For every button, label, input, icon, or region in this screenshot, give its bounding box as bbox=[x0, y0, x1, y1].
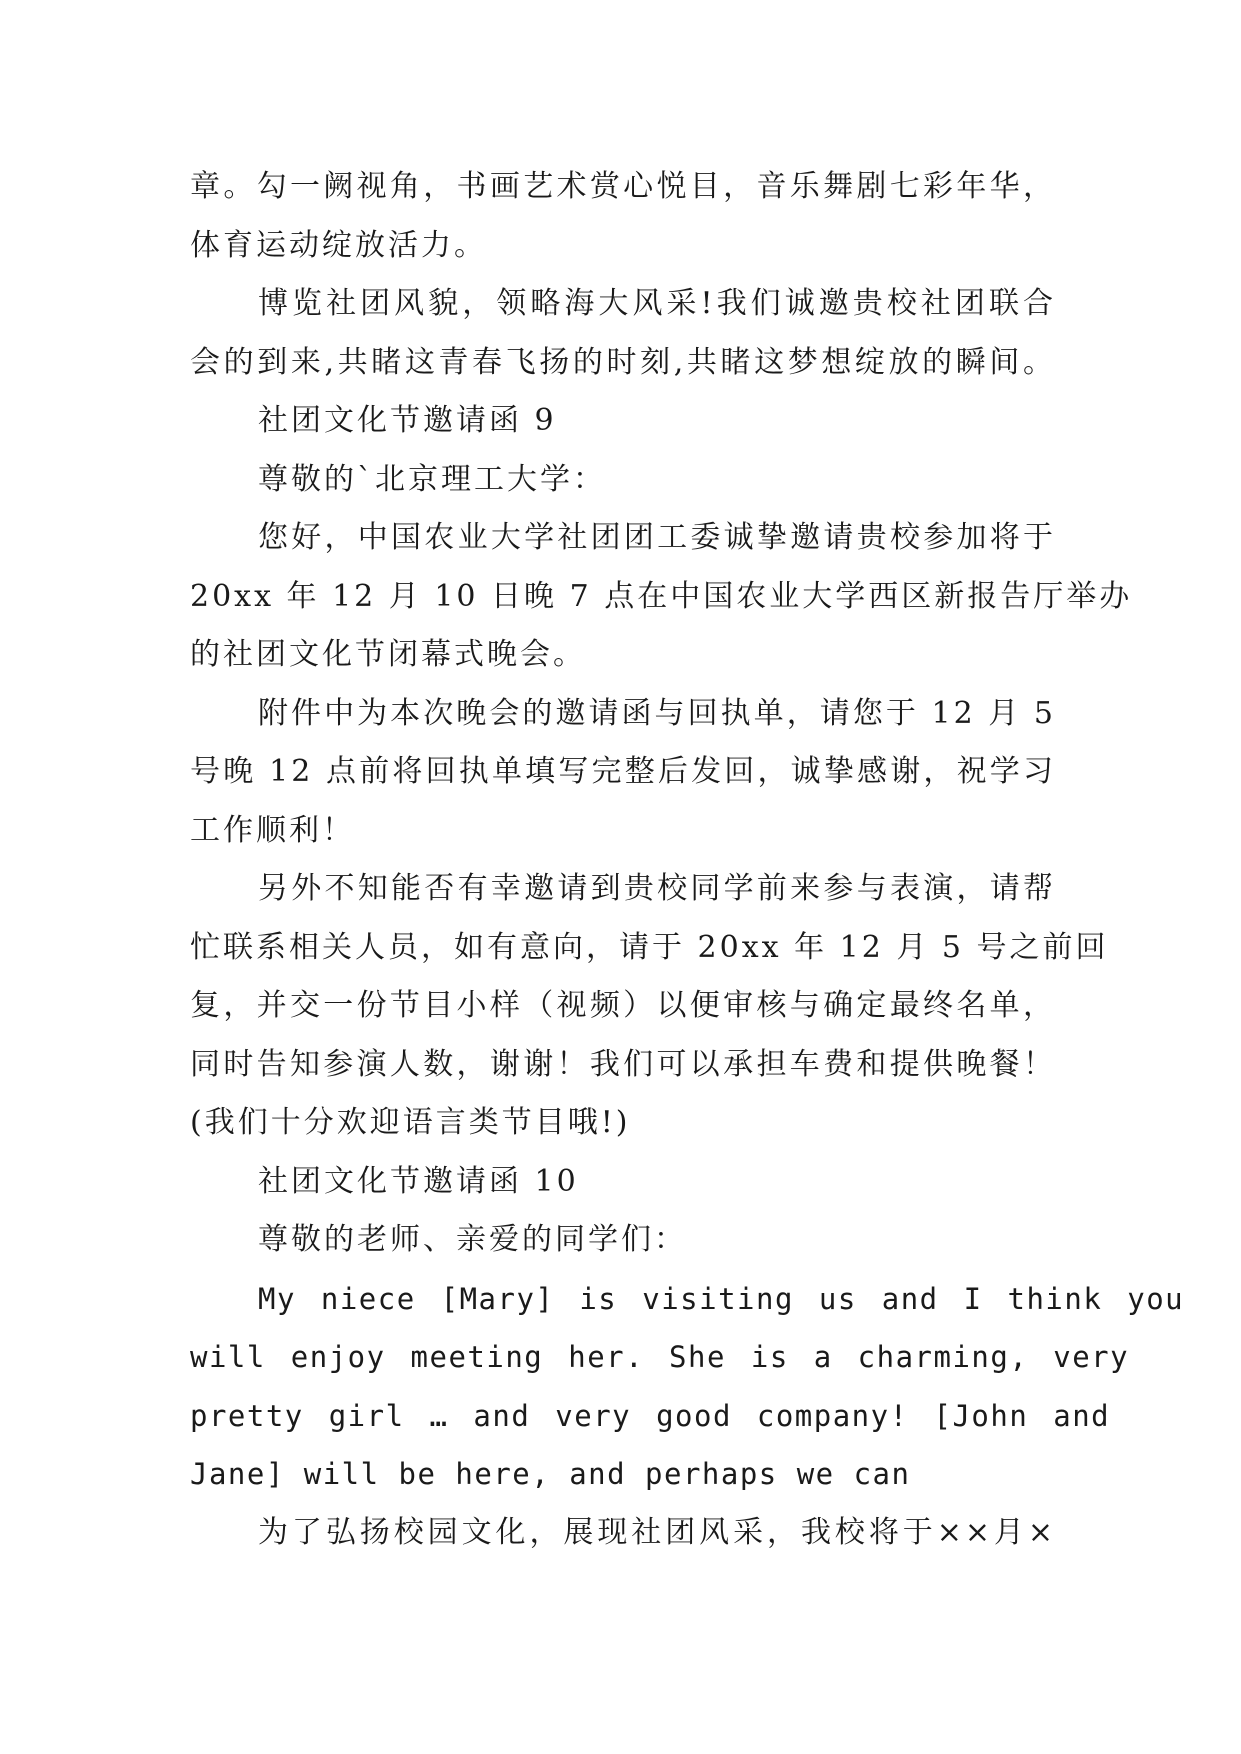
text-line: 工作顺利！ bbox=[190, 812, 355, 848]
text-line: 号晚 12 点前将回执单填写完整后发回，诚挚感谢，祝学习 bbox=[190, 754, 1056, 789]
paragraph-start-line: 博览社团风貌，领略海大风采!我们诚邀贵校社团联合 bbox=[258, 286, 1056, 321]
text-line: 忙联系相关人员，如有意向，请于 20xx 年 12 月 5 号之前回 bbox=[190, 929, 1109, 965]
document-body bbox=[190, 158, 1185, 1562]
english-paragraph-line: My niece [Mary] is visiting us and I think you bbox=[258, 1281, 1185, 1316]
text-line: 20xx 年 12 月 10 日晚 7 点在中国农业大学西区新报告厅举办 bbox=[190, 578, 1133, 614]
text-line: 体育运动绽放活力。 bbox=[190, 227, 487, 263]
salutation: 尊敬的老师、亲爱的同学们： bbox=[258, 1222, 687, 1257]
paragraph-start-line: 附件中为本次晚会的邀请函与回执单，请您于 12 月 5 bbox=[258, 695, 1056, 731]
text-line: (我们十分欢迎语言类节目哦!) bbox=[190, 1105, 631, 1140]
text-line: 会的到来,共睹这青春飞扬的时刻,共睹这梦想绽放的瞬间。 bbox=[190, 344, 1056, 380]
paragraph-start-line: 您好，中国农业大学社团团工委诚挚邀请贵校参加将于 bbox=[258, 520, 1056, 555]
section-heading: 社团文化节邀请函 10 bbox=[258, 1163, 579, 1199]
paragraph-start-line: 为了弘扬校园文化，展现社团风采，我校将于××月× bbox=[258, 1514, 1056, 1550]
salutation: 尊敬的`北京理工大学： bbox=[258, 461, 606, 497]
english-paragraph-line: will enjoy meeting her. She is a charming, very bbox=[190, 1340, 1130, 1374]
text-line: 同时告知参演人数，谢谢！我们可以承担车费和提供晚餐！ bbox=[190, 1046, 1056, 1082]
section-heading: 社团文化节邀请函 9 bbox=[258, 403, 557, 438]
text-line: 复，并交一份节目小样（视频）以便审核与确定最终名单， bbox=[190, 988, 1056, 1023]
english-paragraph-line: Jane] will be here, and perhaps we can bbox=[190, 1457, 911, 1491]
english-paragraph-line: pretty girl … and very good company! [John and bbox=[190, 1398, 1111, 1433]
paragraph-start-line: 另外不知能否有幸邀请到贵校同学前来参与表演，请帮 bbox=[258, 871, 1056, 906]
text-line: 的社团文化节闭幕式晚会。 bbox=[190, 637, 586, 672]
text-line: 章。勾一阙视角，书画艺术赏心悦目，音乐舞剧七彩年华， bbox=[190, 169, 1056, 204]
